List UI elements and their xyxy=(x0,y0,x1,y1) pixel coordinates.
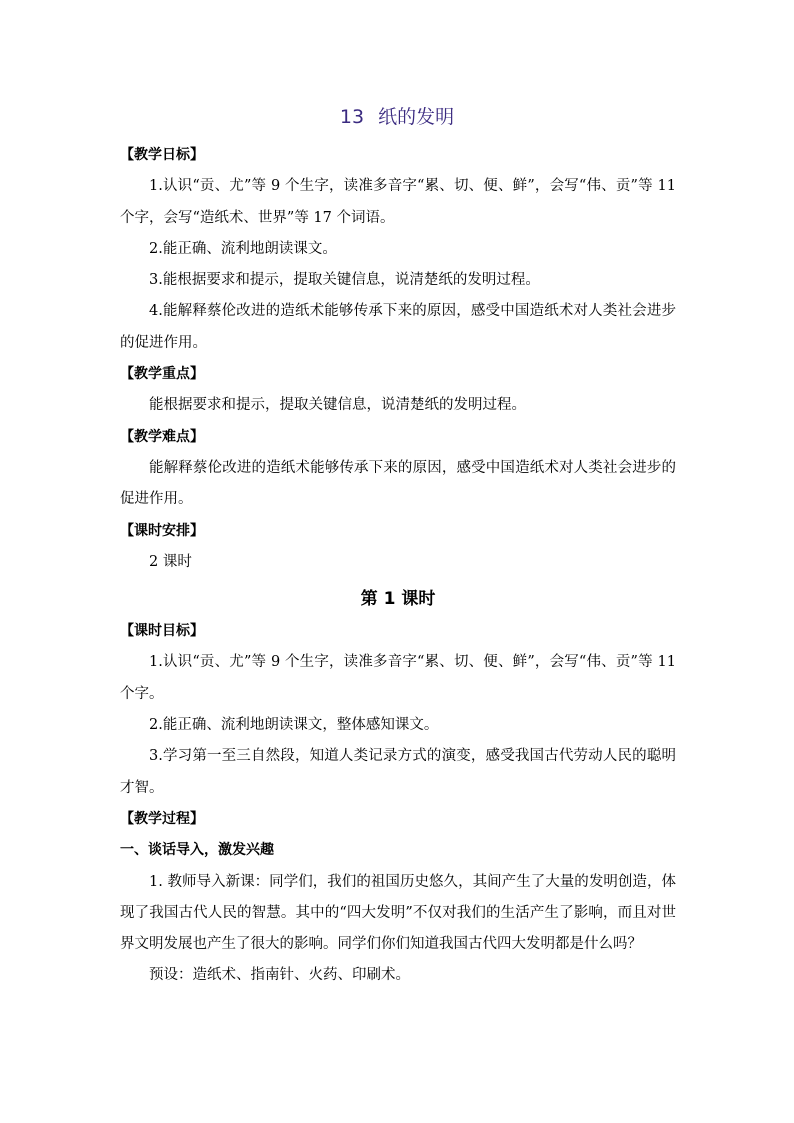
teaching-key-text: 能根据要求和提示，提取关键信息，说清楚纸的发明过程。 xyxy=(149,397,526,414)
lesson-goal-item: 3.学习第一至三自然段，知道人类记录方式的演变，感受我国古代劳动人民的聪明才智。 xyxy=(120,748,676,796)
teaching-goals-heading: 【教学日标】 xyxy=(120,147,204,163)
teaching-difficulty-heading: 【教学难点】 xyxy=(120,428,204,445)
step-1-heading: 一、谈话导入，激发兴趣 xyxy=(120,842,274,859)
lesson-name: 纸的发明 xyxy=(378,106,455,128)
teaching-goal-item: 3.能根据要求和提示，提取关键信息，说清楚纸的发明过程。 xyxy=(149,272,540,289)
document-title xyxy=(0,103,794,131)
lesson-goals-heading: 【课时目标】 xyxy=(120,623,204,640)
lesson-goal-item: 1.认识“贡、尤”等 9 个生字，读准多音字“累、切、便、鲜”，会写“伟、贡”等 11 个字。 xyxy=(120,654,676,702)
document-body xyxy=(120,140,676,992)
step-1-text: 1. 教师导入新课：同学们，我们的祖国历史悠久，其间产生了大量的发明创造，体现了我国古代人民的智慧。其中的“四大发明”不仅对我们的生活产生了影响，而且对世界文明发展也产生了很大的影响。同学们你们知道我国古代四大发明都是什么吗？ xyxy=(120,873,676,953)
teaching-goal-item: 1.认识“贡、尤”等 9 个生字，读准多音字“累、切、便、鲜”，会写“伟、贡”等 11 个字，会写“造纸术、世界”等 17 个词语。 xyxy=(120,178,676,226)
teaching-difficulty-text: 能解释蔡伦改进的造纸术能够传承下来的原因，感受中国造纸术对人类社会进步的促进作用。 xyxy=(120,459,676,508)
lesson-1-title: 第 1 课时 xyxy=(360,589,436,610)
teaching-key-heading: 【教学重点】 xyxy=(120,366,204,383)
schedule-text: 2 课时 xyxy=(149,553,192,570)
schedule-heading: 【课时安排】 xyxy=(120,522,204,539)
teaching-process-heading: 【教学过程】 xyxy=(120,810,204,827)
lesson-goal-item: 2.能正确、流利地朗读课文，整体感知课文。 xyxy=(149,717,439,734)
lesson-number: 13 xyxy=(339,106,365,128)
teaching-goal-item: 2.能正确、流利地朗读课文。 xyxy=(149,240,337,257)
preset-answer: 预设：造纸术、指南针、火药、印刷术。 xyxy=(149,967,410,984)
teaching-goal-item: 4.能解释蔡伦改进的造纸术能够传承下来的原因，感受中国造纸术对人类社会进步的促进作用。 xyxy=(120,303,676,351)
